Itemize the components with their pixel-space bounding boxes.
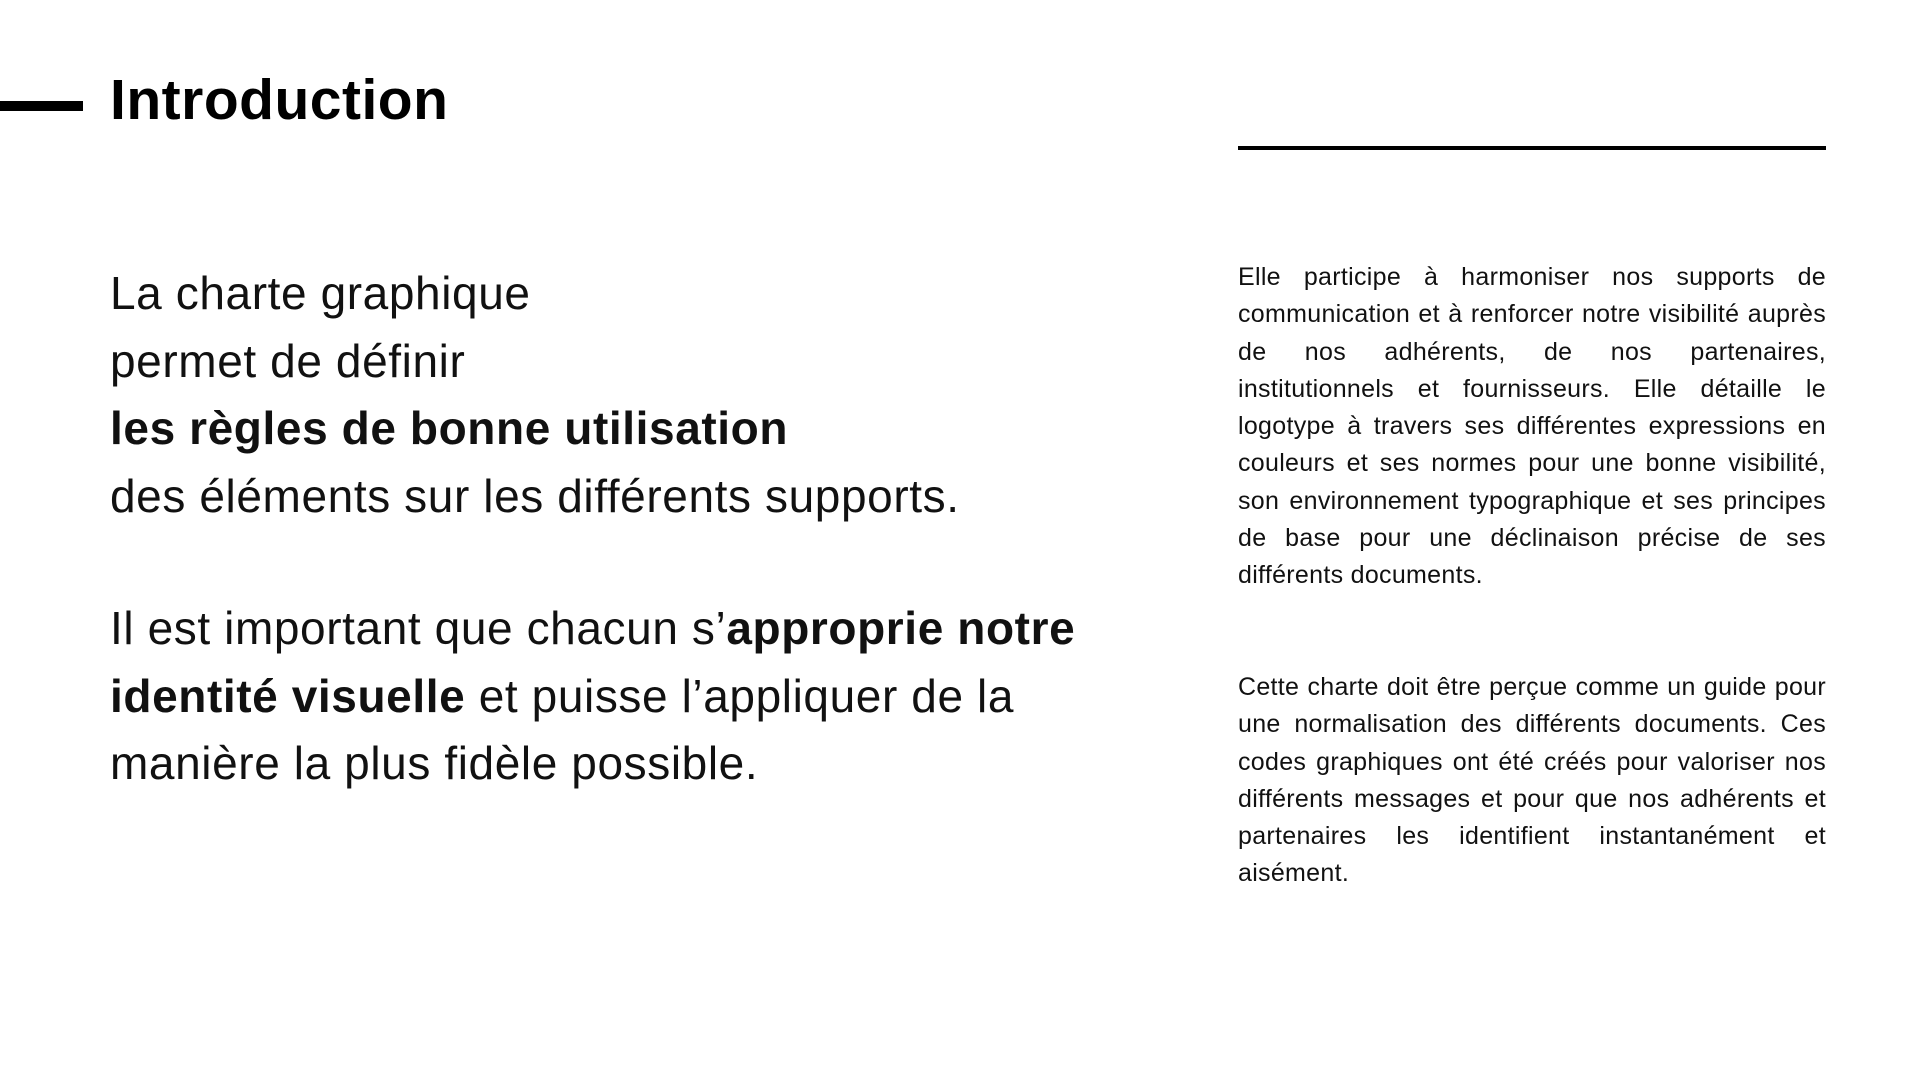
title-accent-rule bbox=[0, 101, 83, 111]
lead-text: et puisse l’appliquer de la manière la plus fidèle possible. bbox=[110, 669, 1015, 789]
lead-line-emphasis: les règles de bonne utilisation bbox=[110, 402, 789, 454]
lead-line: permet de définir bbox=[110, 334, 466, 387]
lead-line: des éléments sur les différents supports. bbox=[110, 469, 960, 522]
body-paragraph-purpose: Elle participe à harmoniser nos supports de communication et à renforcer notre visibilité auprès de nos adhérents, de nos partenaires, institutionnels et fournisseurs. Elle détaille le logotype à travers ses différentes expressions en couleurs et ses normes pour une bonne visibilité, son environnement typographique et ses principes de base pour une déclinaison précise de ses différents documents. bbox=[1238, 263, 1826, 590]
body-paragraph-guide: Cette charte doit être perçue comme un guide pour une normalisation des différents documents. Ces codes graphiques ont été créés pour valoriser nos différents messages et pour que nos adhérents et partenaires les identifient instantanément et aisément. bbox=[1238, 673, 1826, 888]
page-title: Introduction bbox=[110, 68, 449, 132]
lead-paragraph-definition bbox=[110, 260, 1160, 530]
lead-text-emphasis: approprie notre identité visuelle bbox=[110, 602, 1076, 722]
column-divider-rule bbox=[1238, 146, 1826, 150]
lead-paragraph-appropriation bbox=[110, 595, 1160, 798]
lead-line: La charte graphique bbox=[110, 267, 531, 319]
lead-text: Il est important que chacun s’ bbox=[110, 602, 727, 654]
